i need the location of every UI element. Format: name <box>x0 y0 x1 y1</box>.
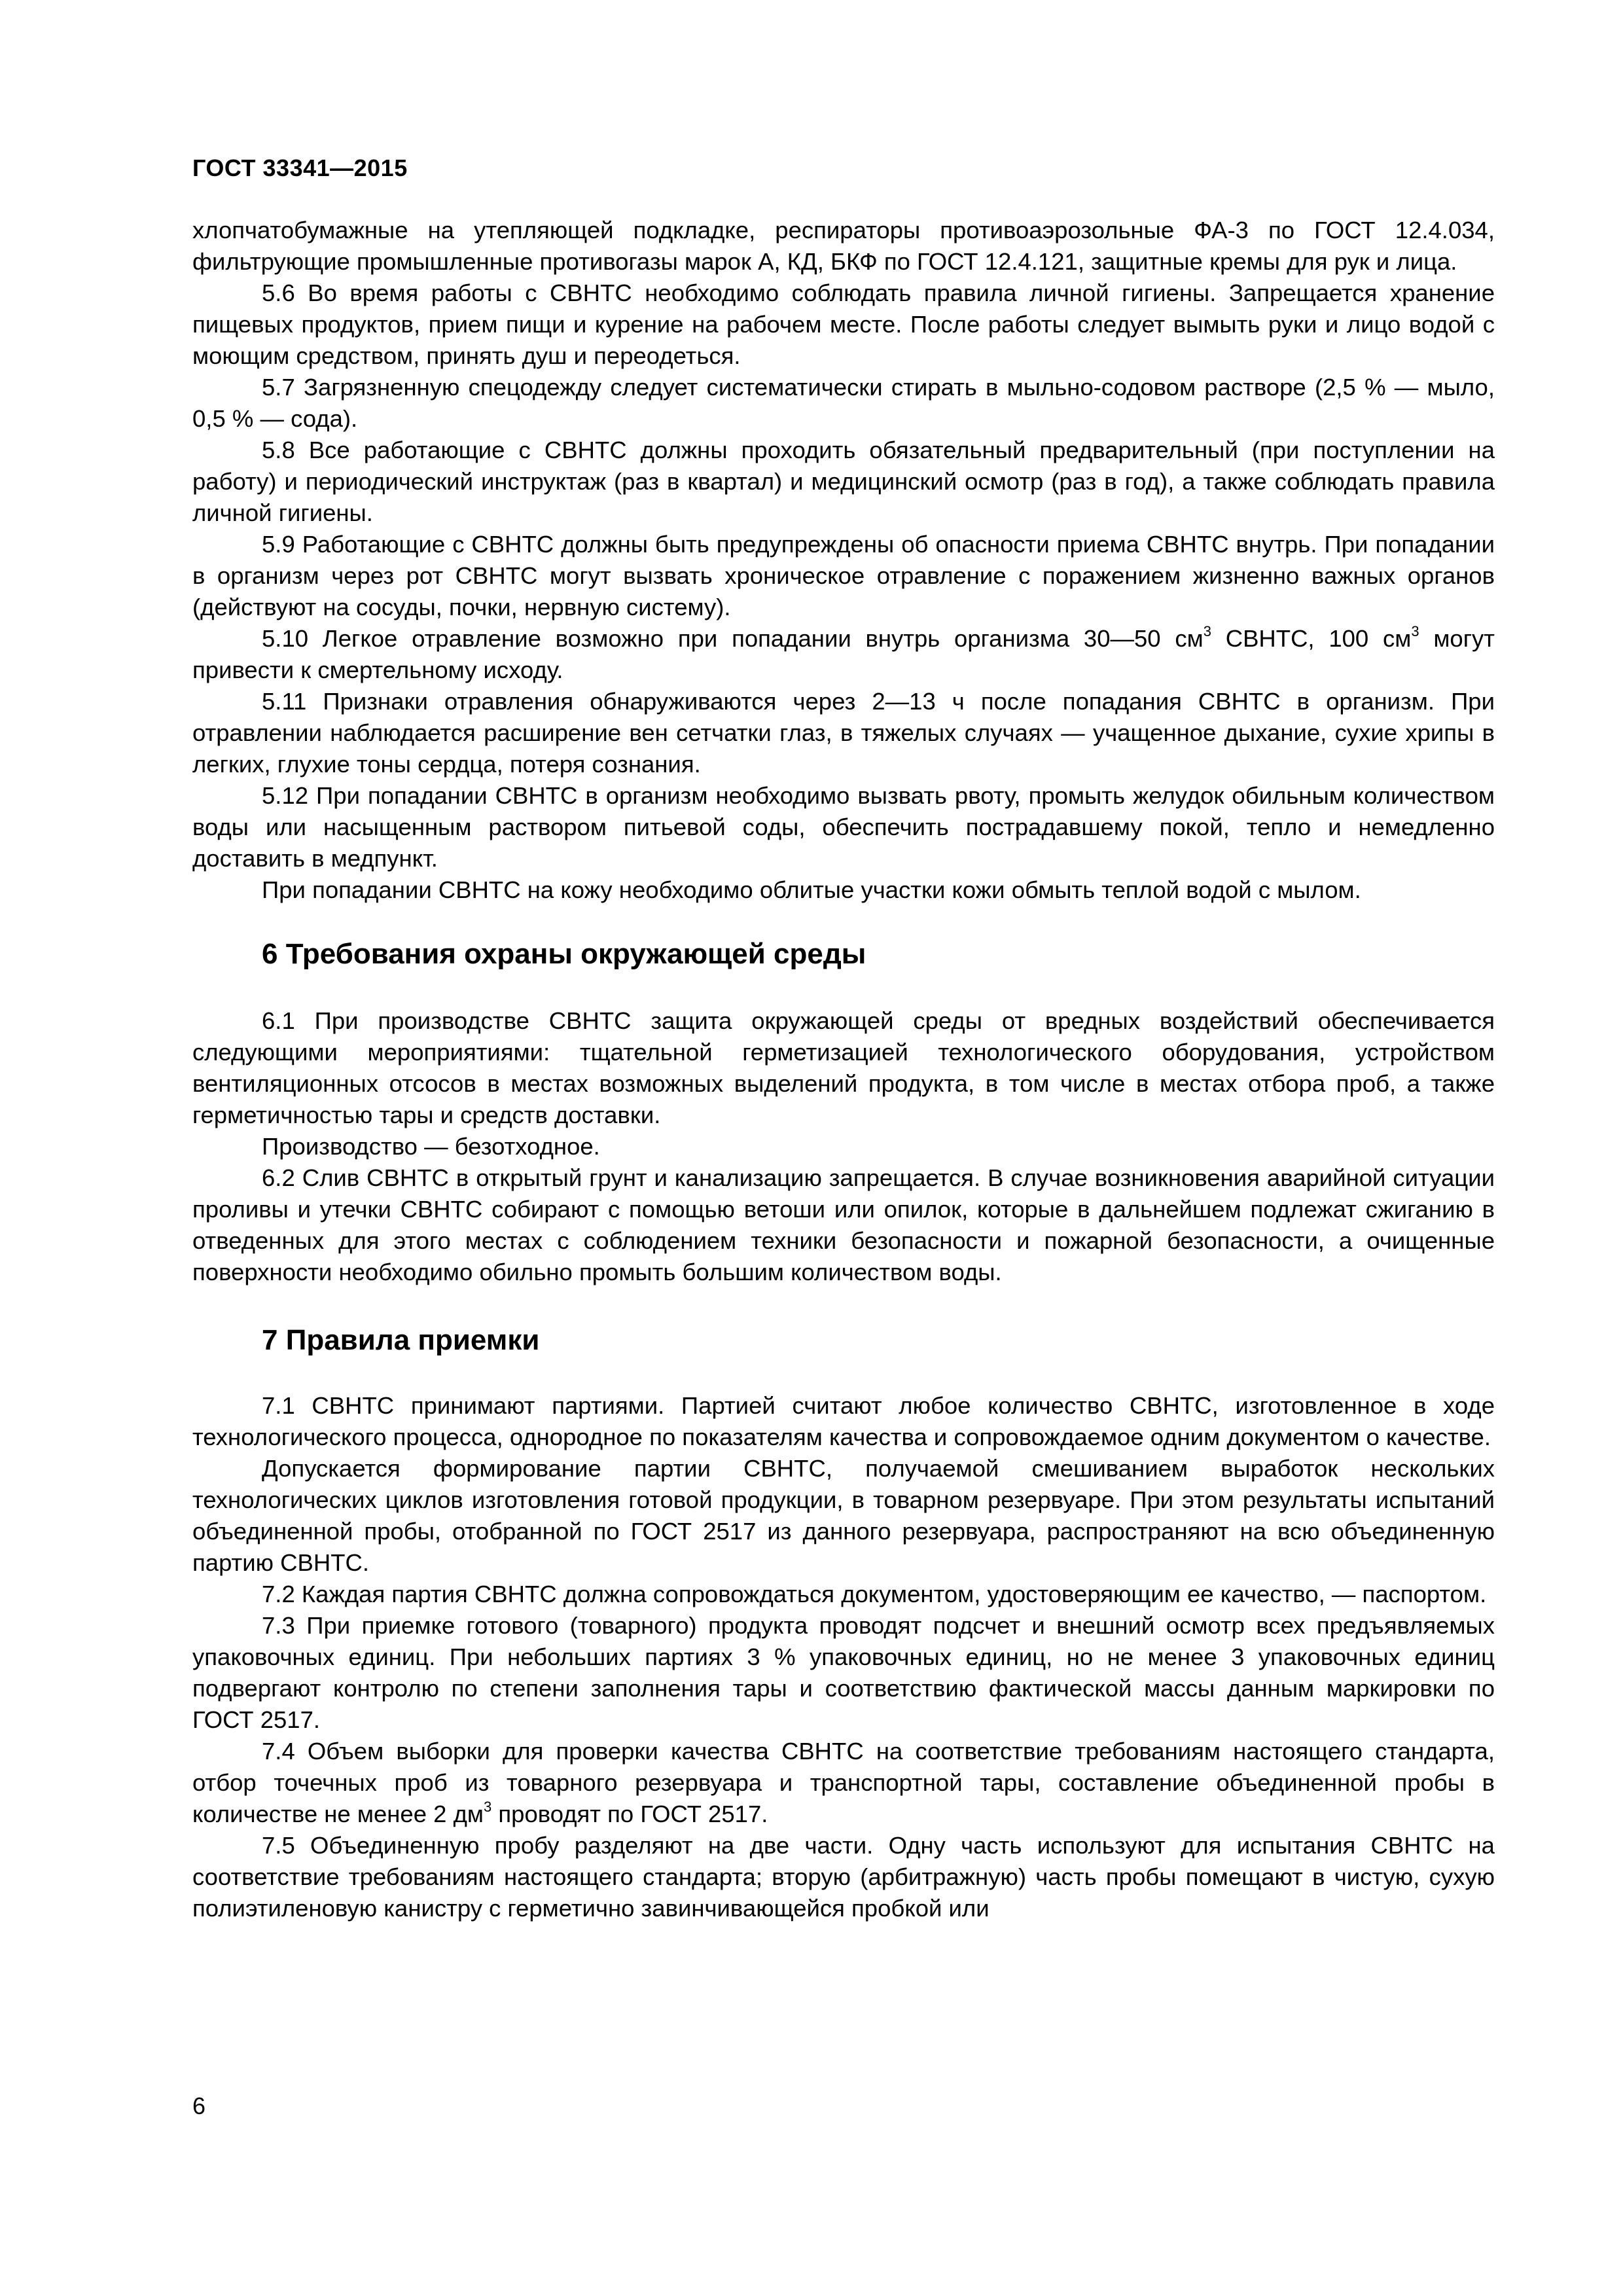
paragraph-7-1: 7.1 СВНТС принимают партиями. Партией считают любое количество СВНТС, изготовленное в ходе технологического процесса, однородное по показателям качества и сопровождаемое одним документом о качестве. <box>192 1392 1495 1450</box>
paragraph-6-1-waste: Производство — безотходное. <box>262 1133 600 1160</box>
superscript-cubic-1: 3 <box>1203 623 1211 639</box>
superscript-cubic-2: 3 <box>1411 623 1419 639</box>
section-7-heading: 7 Правила приемки <box>262 1324 540 1356</box>
paragraph-7-4-text-a: 7.4 Объем выборки для проверки качества СВНТС на соответствие требованиям настоящего стандарта, отбор точечных проб из товарного резервуара и транспортной тары, составление объединенной пробы в количестве не менее 2 дм <box>192 1738 1495 1827</box>
paragraph-7-4 <box>192 1736 1495 1830</box>
paragraph-5-10-text-a: 5.10 Легкое отравление возможно при попадании внутрь организма 30—50 см <box>262 625 1204 652</box>
paragraph-5-8: 5.8 Все работающие с СВНТС должны проходить обязательный предварительный (при поступлении на работу) и периодический инструктаж (раз в квартал) и медицинский осмотр (раз в год), а также соблюдать правила личной гигиены. <box>192 437 1495 526</box>
paragraph-7-2: 7.2 Каждая партия СВНТС должна сопровождаться документом, удостоверяющим ее качество, — паспортом. <box>262 1581 1487 1607</box>
paragraph-5-10-text-c: могут привести к смертельному исходу. <box>192 625 1495 683</box>
paragraph-5-12-skin: При попадании СВНТС на кожу необходимо облитые участки кожи обмыть теплой водой с мылом. <box>262 876 1361 903</box>
paragraph-7-5: 7.5 Объединенную пробу разделяют на две части. Одну часть используют для испытания СВНТС на соответствие требованиям настоящего стандарта; вторую (арбитражную) часть пробы помещают в чистую, сухую полиэтиленовую канистру с герметично завинчивающейся пробкой или <box>192 1832 1495 1922</box>
paragraph-7-4-text-b: проводят по ГОСТ 2517. <box>491 1801 768 1827</box>
paragraph-5-10-text-b: СВНТС, 100 см <box>1211 625 1412 652</box>
superscript-cubic-3: 3 <box>484 1799 492 1815</box>
section-6-heading: 6 Требования охраны окружающей среды <box>262 938 866 970</box>
paragraph-5-6: 5.6 Во время работы с СВНТС необходимо соблюдать правила личной гигиены. Запрещается хранение пищевых продуктов, прием пищи и курение на рабочем месте. После работы следует вымыть руки и лицо водой с моющим средством, принять душ и переодеться. <box>192 279 1495 369</box>
document-header: ГОСТ 33341—2015 <box>192 154 408 181</box>
paragraph-7-3: 7.3 При приемке готового (товарного) продукта проводят подсчет и внешний осмотр всех предъявляемых упаковочных единиц. При небольших партиях 3 % упаковочных единиц, но не менее 3 упаковочных единиц подвергают контролю по степени заполнения тары и соответствию фактической массы данным маркировки по ГОСТ 2517. <box>192 1612 1495 1733</box>
paragraph-6-1: 6.1 При производстве СВНТС защита окружающей среды от вредных воздействий обеспечивается следующими мероприятиями: тщательной герметизацией технологического оборудования, устройством вентиляционных отсосов в местах возможных выделений продукта, в том числе в местах отбора проб, а также герметичностью тары и средств доставки. <box>192 1007 1495 1128</box>
paragraph-5-9: 5.9 Работающие с СВНТС должны быть предупреждены об опасности приема СВНТС внутрь. При попадании в организм через рот СВНТС могут вызвать хроническое отравление с поражением жизненно важных органов (действуют на сосуды, почки, нервную систему). <box>192 531 1495 620</box>
paragraph-5-10 <box>192 623 1495 686</box>
page-number: 6 <box>192 2092 206 2119</box>
paragraph-7-1-batch: Допускается формирование партии СВНТС, получаемой смешиванием выработок нескольких технологических циклов изготовления готовой продукции, в товарном резервуаре. При этом результаты испытаний объединенной пробы, отобранной по ГОСТ 2517 из данного резервуара, распространяют на всю объединенную партию СВНТС. <box>192 1455 1495 1576</box>
paragraph-6-2: 6.2 Слив СВНТС в открытый грунт и канализацию запрещается. В случае возникновения аварийной ситуации проливы и утечки СВНТС собирают с помощью ветоши или опилок, которые в дальнейшем подлежат сжиганию в отведенных для этого местах с соблюдением техники безопасности и пожарной безопасности, а очищенные поверхности необходимо обильно промыть большим количеством воды. <box>192 1164 1495 1285</box>
paragraph-5-5-continuation: хлопчатобумажные на утепляющей подкладке, респираторы противоаэрозольные ФА-3 по ГОСТ 12.4.034, фильтрующие промышленные противогазы марок А, КД, БКФ по ГОСТ 12.4.121, защитные кремы для рук и лица. <box>192 217 1495 275</box>
paragraph-5-11: 5.11 Признаки отравления обнаруживаются через 2—13 ч после попадания СВНТС в организм. При отравлении наблюдается расширение вен сетчатки глаз, в тяжелых случаях — учащенное дыхание, сухие хрипы в легких, глухие тоны сердца, потеря сознания. <box>192 688 1495 778</box>
paragraph-5-12: 5.12 При попадании СВНТС в организм необходимо вызвать рвоту, промыть желудок обильным количеством воды или насыщенным раствором питьевой соды, обеспечить пострадавшему покой, тепло и немедленно доставить в медпункт. <box>192 782 1495 872</box>
document-body <box>192 215 1495 1924</box>
paragraph-5-7: 5.7 Загрязненную спецодежду следует систематически стирать в мыльно-содовом растворе (2,5 % — мыло, 0,5 % — сода). <box>192 374 1495 432</box>
